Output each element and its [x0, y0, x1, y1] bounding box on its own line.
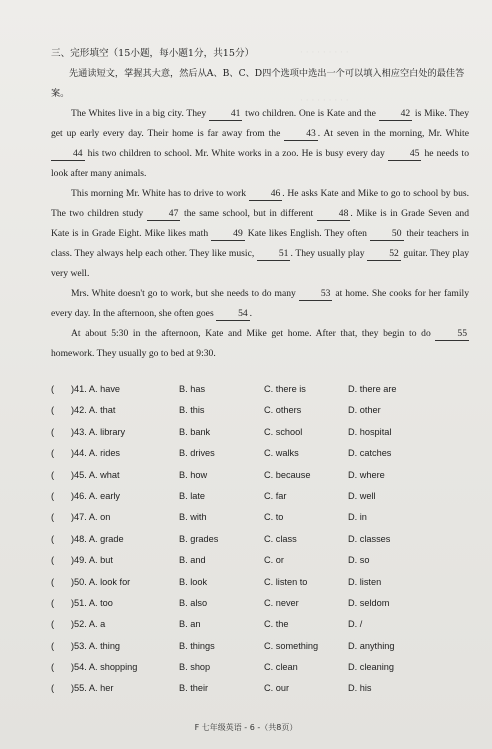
question-row — [51, 617, 471, 638]
blank-47: 47 — [147, 208, 181, 221]
question-row — [51, 681, 471, 702]
option-d: D. classes — [348, 533, 391, 544]
option-a: )43. A. library — [71, 426, 126, 437]
passage-text: at home. She cooks for her family every day. In the afternoon, she often goes — [51, 288, 469, 319]
option-d: D. listen — [348, 576, 382, 587]
passage-text: is Mike. They get up early every day. Their home is far away from the — [51, 108, 469, 139]
answer-paren: ( — [51, 662, 55, 673]
option-d: D. his — [348, 683, 372, 694]
option-c: C. our — [264, 683, 290, 694]
passage — [51, 104, 469, 364]
blank-49: 49 — [211, 228, 245, 241]
option-c: C. clean — [264, 662, 298, 673]
option-d: D. seldom — [348, 597, 390, 608]
option-c: C. to — [264, 512, 284, 523]
option-c: C. walks — [264, 448, 299, 459]
option-a: )54. A. shopping — [71, 662, 138, 673]
blank-51: 51 — [257, 248, 291, 261]
passage-text: Kate likes English. They often — [244, 228, 370, 239]
section-instructions: 先通读短文，掌握其大意，然后从A、B、C、D四个选项中选出一个可以填入相应空白处的最佳答案。 — [51, 68, 465, 99]
answer-paren: ( — [51, 533, 55, 544]
answer-paren: ( — [51, 555, 55, 566]
blank-43: 43 — [284, 128, 318, 141]
option-b: B. look — [179, 576, 208, 587]
option-b: B. their — [179, 683, 209, 694]
question-row — [51, 510, 471, 531]
option-b: B. shop — [179, 662, 211, 673]
option-c: C. the — [264, 619, 289, 630]
passage-text: Mrs. White doesn't go to work, but she needs to do many — [71, 288, 299, 299]
option-d: D. in — [348, 512, 367, 523]
option-d: D. anything — [348, 640, 395, 651]
blank-41: 41 — [209, 108, 243, 121]
answer-paren: ( — [51, 512, 55, 523]
passage-text: his two children to school. Mr. White works in a zoo. He is busy every day — [84, 148, 388, 159]
answer-paren: ( — [51, 448, 55, 459]
passage-text: . They usually play — [290, 248, 368, 259]
passage-text: . Mike is in Grade Seven and Kate is in Grade Eight. Mike likes math — [51, 208, 469, 239]
cloze-section — [51, 44, 469, 364]
page-footer: F 七年级英语 - 6 -（共8页） — [194, 723, 298, 732]
option-b: B. grades — [179, 533, 219, 544]
option-c: C. never — [264, 597, 299, 608]
answer-paren: ( — [51, 469, 55, 480]
option-a: )55. A. her — [71, 683, 114, 694]
question-row — [51, 382, 471, 403]
answer-paren: ( — [51, 640, 55, 651]
answer-paren: ( — [51, 405, 55, 416]
option-b: B. an — [179, 619, 201, 630]
option-a: )52. A. a — [71, 619, 106, 630]
option-a: )42. A. that — [71, 405, 116, 416]
blank-50: 50 — [370, 228, 404, 241]
option-d: D. well — [348, 490, 376, 501]
option-d: D. so — [348, 555, 370, 566]
question-row — [51, 639, 471, 660]
option-a: )47. A. on — [71, 512, 111, 523]
question-row — [51, 446, 471, 467]
blank-48: 48 — [317, 208, 351, 221]
passage-text: This morning Mr. White has to drive to work — [71, 188, 249, 199]
option-a: )46. A. early — [71, 490, 121, 501]
answer-paren: ( — [51, 619, 55, 630]
passage-text: the same school, but in different — [180, 208, 317, 219]
bleed-through-text: · · · · · · · · · — [300, 48, 349, 58]
option-c: C. class — [264, 533, 297, 544]
option-b: B. has — [179, 384, 206, 394]
option-d: D. there are — [348, 384, 397, 394]
option-b: B. bank — [179, 426, 211, 437]
option-d: D. where — [348, 469, 385, 480]
answer-paren: ( — [51, 384, 55, 394]
question-row — [51, 425, 471, 446]
passage-paragraph — [51, 324, 469, 364]
question-row — [51, 489, 471, 510]
passage-paragraph — [51, 184, 469, 284]
section-heading: 三、完形填空（15小题，每小题1分，共15分） — [51, 48, 255, 59]
answer-paren: ( — [51, 597, 55, 608]
option-c: C. something — [264, 640, 319, 651]
options-list — [51, 382, 471, 703]
answer-paren: ( — [51, 683, 55, 694]
question-row — [51, 575, 471, 596]
option-c: C. far — [264, 490, 287, 501]
option-a: )45. A. what — [71, 469, 120, 480]
option-b: B. this — [179, 405, 205, 416]
option-d: D. hospital — [348, 426, 392, 437]
option-b: B. how — [179, 469, 208, 480]
option-d: D. catches — [348, 448, 392, 459]
option-c: C. there is — [264, 384, 306, 394]
option-b: B. drives — [179, 448, 215, 459]
passage-text: . He asks Kate and Mike to go to school by bus. The two children study — [51, 188, 469, 219]
passage-text: homework. They usually go to bed at 9:30. — [51, 348, 216, 359]
passage-paragraph — [51, 104, 469, 184]
passage-paragraph — [51, 284, 469, 324]
option-b: B. late — [179, 490, 206, 501]
blank-53: 53 — [299, 288, 333, 301]
option-a: )51. A. too — [71, 597, 113, 608]
question-row — [51, 468, 471, 489]
option-b: B. things — [179, 640, 215, 651]
blank-44: 44 — [51, 148, 85, 161]
answer-paren: ( — [51, 426, 55, 437]
option-d: D. cleaning — [348, 662, 394, 673]
blank-42: 42 — [379, 108, 413, 121]
option-c: C. or — [264, 555, 284, 566]
option-b: B. and — [179, 555, 206, 566]
passage-text: two children. One is Kate and the — [242, 108, 379, 119]
blank-55: 55 — [435, 328, 469, 341]
answer-paren: ( — [51, 490, 55, 501]
bleed-through-text: · · · · · · · · · — [300, 96, 349, 106]
option-d: D. other — [348, 405, 381, 416]
option-d: D. / — [348, 619, 363, 630]
passage-text: . — [249, 308, 253, 319]
answer-paren: ( — [51, 576, 55, 587]
blank-52: 52 — [367, 248, 401, 261]
option-a: )53. A. thing — [71, 640, 121, 651]
passage-text: . At seven in the morning, Mr. White — [317, 128, 469, 139]
option-b: B. with — [179, 512, 207, 523]
question-row — [51, 532, 471, 553]
passage-text: he needs to look after many animals. — [51, 148, 469, 179]
option-a: )44. A. rides — [71, 448, 121, 459]
passage-text: their teachers in class. They always help each other. They like music, — [51, 228, 469, 259]
option-c: C. school — [264, 426, 303, 437]
option-c: C. others — [264, 405, 302, 416]
option-a: )50. A. look for — [71, 576, 131, 587]
option-a: )49. A. but — [71, 555, 113, 566]
question-row — [51, 403, 471, 424]
question-row — [51, 553, 471, 574]
question-row — [51, 660, 471, 681]
passage-text: guitar. They play very well. — [51, 248, 469, 279]
question-row — [51, 596, 471, 617]
passage-text: At about 5:30 in the afternoon, Kate and Mike get home. After that, they begin to do — [71, 328, 436, 339]
blank-45: 45 — [388, 148, 422, 161]
blank-46: 46 — [249, 188, 283, 201]
option-a: )41. A. have — [71, 384, 121, 394]
option-a: )48. A. grade — [71, 533, 124, 544]
option-b: B. also — [179, 597, 208, 608]
option-c: C. because — [264, 469, 311, 480]
passage-text: The Whites live in a big city. They — [71, 108, 209, 119]
blank-54: 54 — [216, 308, 250, 321]
option-c: C. listen to — [264, 576, 308, 587]
